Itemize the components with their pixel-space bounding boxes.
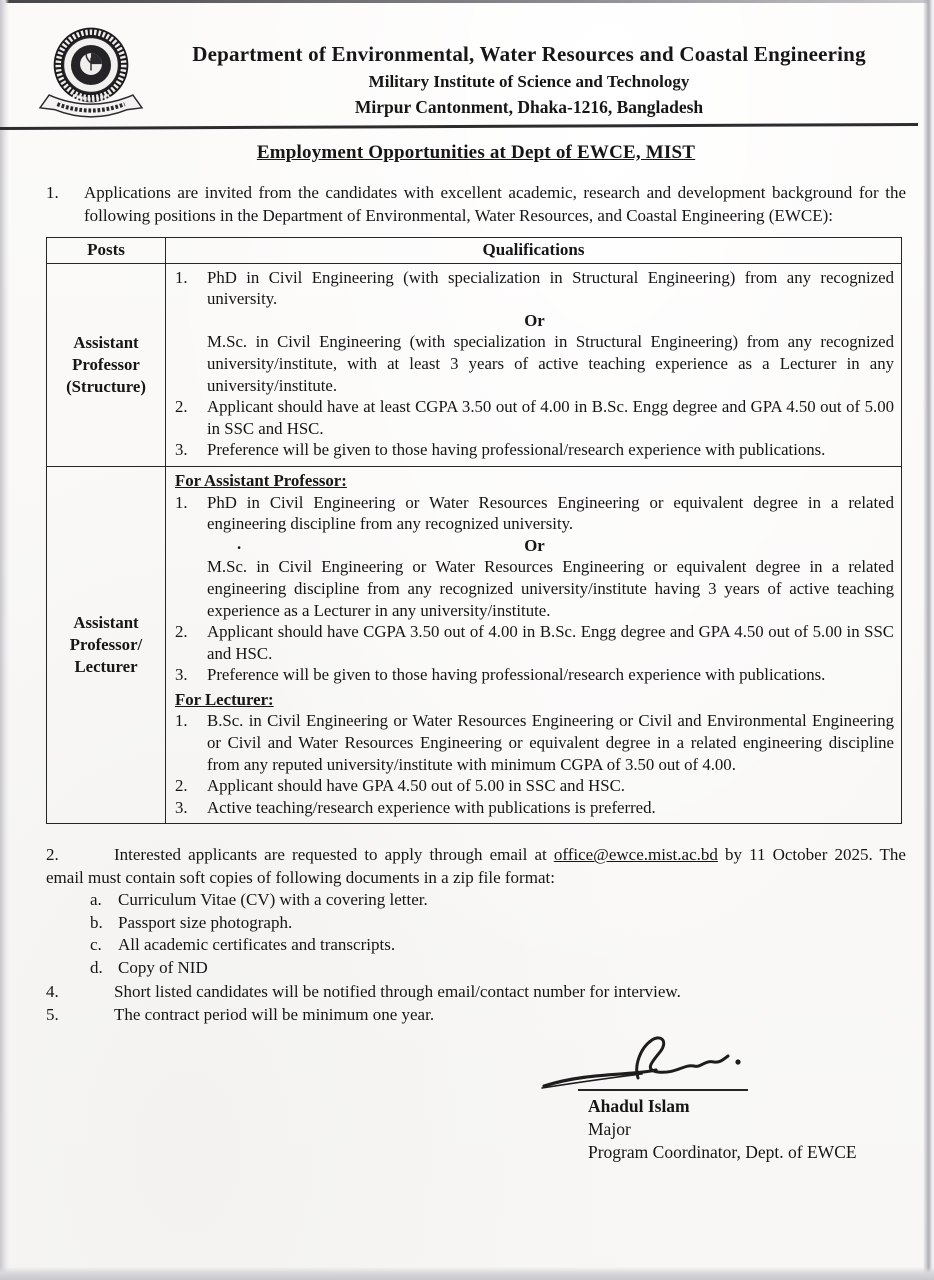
application-email: office@ewce.mist.ac.bd [553,845,718,865]
item-text: All academic certificates and transcripts. [118,935,396,955]
item-number: 3. [175,440,188,460]
intro-paragraph [46,181,906,227]
item-number: 4. [46,981,59,1001]
qualification-item [175,797,894,819]
item-text: Short listed candidates will be notified through email/contact number for interview. [114,981,681,1001]
qualification-alternative [175,556,894,621]
item-text: Preference will be given to those having professional/research experience with publications. [207,665,826,685]
item-text: M.Sc. in Civil Engineering or Water Resources Engineering or equivalent degree in a related engineering discipline from any recognized university/institute having 3 years of active teaching experience as a Lecturer in any university/institute. [207,557,894,620]
signature-scribble [538,1032,778,1094]
note-item [46,980,906,1003]
post-title: Assistant Professor/ Lecturer [47,466,166,824]
col-header-posts: Posts [47,238,166,264]
item-number: 2. [175,776,188,796]
qualification-item [175,267,894,310]
stray-dot-mark: . [237,533,242,553]
document-list-item [90,957,906,980]
section-heading-lecturer: For Lecturer: [175,689,274,709]
intro-number: 1. [46,183,59,202]
document-list-item [90,889,906,912]
item-number: 3. [175,797,188,817]
item-text: Curriculum Vitae (CV) with a covering letter. [118,890,428,910]
table-row-assistant-professor-structure [47,263,902,466]
qualification-item [175,621,894,664]
or-separator [175,535,894,557]
note-item [46,1003,906,1026]
qualification-item [175,775,894,797]
item-text: Applicant should have at least CGPA 3.50 out of 4.00 in B.Sc. Engg degree and GPA 4.50 out of 5.00 in SSC and HSC. [207,397,894,438]
qualification-alternative [175,331,894,396]
signatory-designation: Program Coordinator, Dept. of EWCE [588,1142,857,1163]
item-number: 1. [175,711,188,731]
qualifications-cell [166,263,902,466]
photo-edge-right [923,0,934,1280]
signature-block [538,1032,868,1164]
or-text: Or [524,310,545,330]
item-text: Copy of NID [118,957,208,977]
item-number: 2. [175,622,188,642]
item-number: 2. [175,397,188,417]
or-text: Or [524,535,545,555]
qualification-item [175,710,894,775]
qualification-item [175,396,894,439]
photo-edge-top [0,0,934,3]
item-number: 3. [175,665,188,685]
qualification-item [175,492,894,535]
item-number: 1. [175,267,188,287]
item-letter: b. [90,912,103,932]
item-number: 1. [175,492,188,512]
signatory-name: Ahadul Islam [588,1096,690,1117]
institute-address: Mirpur Cantonment, Dhaka-1216, Bangladesh [354,96,704,117]
item-text: The contract period will be minimum one year. [114,1005,435,1025]
institute-name: Military Institute of Science and Technology [368,72,690,92]
item-text: PhD in Civil Engineering (with specialization in Structural Engineering) from any recognized university. [207,267,894,309]
qualification-item [175,664,894,686]
table-row-assistant-professor-lecturer [47,466,902,824]
document-body [46,139,906,1164]
signatory-rank: Major [588,1119,631,1140]
letterhead [148,42,910,117]
document-list-item [90,912,906,935]
photo-edge-left [0,0,9,1280]
photo-edge-bottom [0,1267,934,1280]
item-text: Preference will be given to those having professional/research experience with publications. [207,440,826,460]
section-heading-assistant-professor: For Assistant Professor: [175,470,347,490]
item-text: Active teaching/research experience with publications is preferred. [207,797,656,817]
apply-text-before-email: Interested applicants are requested to apply through email at [114,845,554,865]
qualifications-cell [166,466,902,824]
intro-text: Applications are invited from the candidates with excellent academic, research and development background for the following positions in the Department of Environmental, Water Resources, and Coastal Engineering (EWCE): [84,183,906,225]
item-text: M.Sc. in Civil Engineering (with specialization in Structural Engineering) from any recognized university/institute, with at least 3 years of active teaching experience as a Lecturer in any university/institute. [207,332,894,395]
notice-title: Employment Opportunities at Dept of EWCE, MIST [256,142,696,163]
col-header-qualifications: Qualifications [166,238,902,264]
table-header-row [47,238,902,264]
mist-logo-emblem-icon [30,24,152,126]
item-text: B.Sc. in Civil Engineering or Water Resources Engineering or Civil and Environmental Engineering or Civil and Water Resources Engineering or equivalent degree in a related engineering discipline from any reputed university/institute with minimum CGPA of 3.50 out of 4.00. [207,711,894,774]
item-text: Passport size photograph. [118,912,293,932]
application-instructions [46,843,906,889]
positions-table [46,237,902,824]
item-text: Applicant should have GPA 4.50 out of 5.00 in SSC and HSC. [207,776,625,796]
item-letter: d. [90,957,103,977]
qualification-item [175,439,894,461]
document-list-item [90,934,906,957]
item-letter: a. [90,890,102,910]
item-number: 5. [46,1005,59,1025]
department-name: Department of Environmental, Water Resources and Coastal Engineering [192,42,866,66]
post-title: Assistant Professor (Structure) [47,263,166,466]
or-separator [175,310,894,332]
item-letter: c. [90,935,102,955]
apply-text-after-email: by 11 October 2025. The email must contain soft copies of following documents in a zip file format: [46,845,906,888]
item-text: Applicant should have CGPA 3.50 out of 4.00 in B.Sc. Engg degree and GPA 4.50 out of 5.00 in SSC and HSC. [207,622,894,663]
item-number: 2. [46,845,59,865]
item-text: PhD in Civil Engineering or Water Resources Engineering or equivalent degree in a related engineering discipline from any recognized university. [207,492,894,534]
